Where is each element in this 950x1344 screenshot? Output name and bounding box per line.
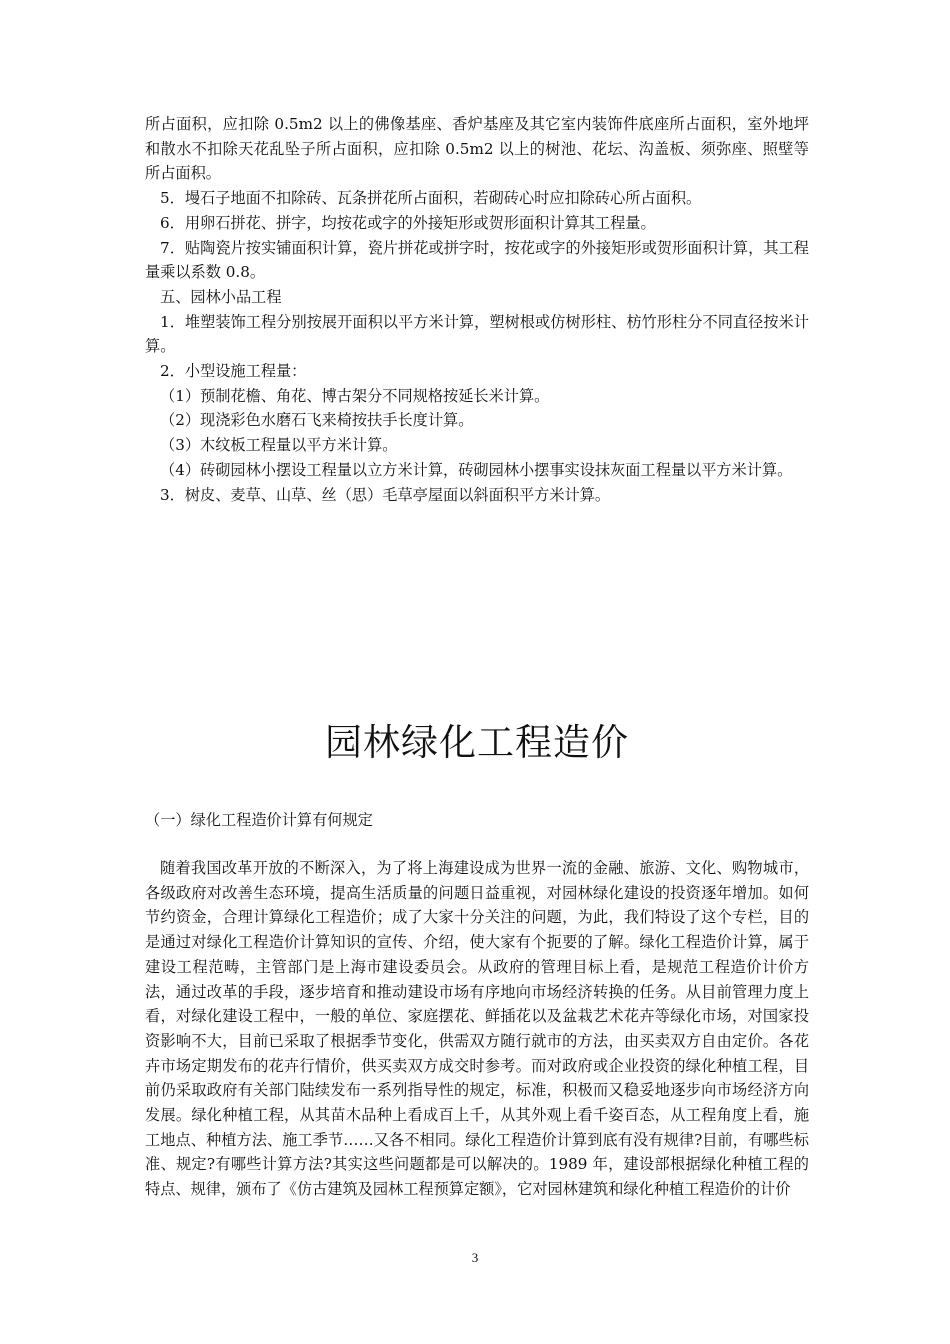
body-section	[145, 856, 809, 1202]
section-heading-garden-features: 五、园林小品工程	[160, 287, 282, 306]
paragraph-area-deduction: 所占面积，应扣除 0.5m2 以上的佛像基座、香炉基座及其它室内装饰件底座所占面积，室外地坪和散水不扣除天花乱坠子所占面积，应扣除 0.5m2 以上的树池、花坛、沟盖板、须弥座、照壁等所占面积。	[145, 115, 809, 183]
paragraph-item-3: 3．树皮、麦草、山草、丝（思）毛草亭屋面以斜面积平方米计算。	[160, 485, 611, 504]
subheading: （一）绿化工程造价计算有何规定	[145, 811, 373, 829]
paragraph-subitem-3: （3）木纹板工程量以平方米计算。	[160, 436, 398, 455]
top-section	[145, 112, 809, 507]
body-paragraph: 随着我国改革开放的不断深入，为了将上海建设成为世界一流的金融、旅游、文化、购物城市，各级政府对改善生态环境，提高生活质量的问题日益重视，对园林绿化建设的投资逐年增加。如何节约资金，合理计算绿化工程造价；成了大家十分关注的问题，为此，我们特设了这个专栏，目的是通过对绿化工程造价计算知识的宣传、介绍，使大家有个扼要的了解。绿化工程造价计算，属于建设工程范畴，主管部门是上海市建设委员会。从政府的管理目标上看，是规范工程造价计价方法，通过改革的手段，逐步培育和推动建设市场有序地向市场经济转换的任务。从目前管理力度上看，对绿化建设工程中，一般的单位、家庭摆花、鲜插花以及盆栽艺术花卉等绿化市场，对国家投资影响不大，目前已采取了根据季节变化，供需双方随行就市的方法，由买卖双方自由定价。各花卉市场定期发布的花卉行情价，供买卖双方成交时参考。而对政府或企业投资的绿化种植工程，目前仍采取政府有关部门陆续发布一系列指导性的规定，标准，积极而又稳妥地逐步向市场经济方向发展。绿化种植工程，从其苗木品种上看成百上千，从其外观上看千姿百态，从工程角度上看，施工地点、种植方法、施工季节……又各不相同。绿化工程造价计算到底有没有规律?目前，有哪些标准、规定?有哪些计算方法?其实这些问题都是可以解决的。1989 年，建设部根据绿化种植工程的特点、规律，颁布了《仿古建筑及园林工程预算定额》，它对园林建筑和绿化种植工程造价的计价	[145, 859, 809, 1199]
document-title: 园林绿化工程造价	[325, 721, 629, 764]
paragraph-item-5: 5．墁石子地面不扣除砖、瓦条拼花所占面积，若砌砖心时应扣除砖心所占面积。	[160, 189, 702, 208]
paragraph-item-7: 7．贴陶瓷片按实铺面积计算，瓷片拼花或拼字时，按花或字的外接矩形或贺形面积计算，其工程量乘以系数 0.8。	[145, 238, 809, 282]
paragraph-subitem-4: （4）砖砌园林小摆设工程量以立方米计算，砖砌园林小摆事实设抹灰面工程量以平方米计算。	[160, 460, 793, 479]
paragraph-item-2: 2．小型设施工程量：	[160, 362, 307, 381]
paragraph-subitem-1: （1）预制花檐、角花、博古架分不同规格按延长米计算。	[160, 386, 550, 405]
page-number: 3	[471, 1250, 479, 1265]
paragraph-item-1: 1．堆塑装饰工程分别按展开面积以平方米计算，塑树根或仿树形柱、枋竹形柱分不同直径按米计算。	[145, 312, 809, 356]
paragraph-subitem-2: （2）现浇彩色水磨石飞来椅按扶手长度计算。	[160, 411, 474, 430]
paragraph-item-6: 6．用卵石拼花、拼字，均按花或字的外接矩形或贺形面积计算其工程量。	[160, 213, 656, 232]
